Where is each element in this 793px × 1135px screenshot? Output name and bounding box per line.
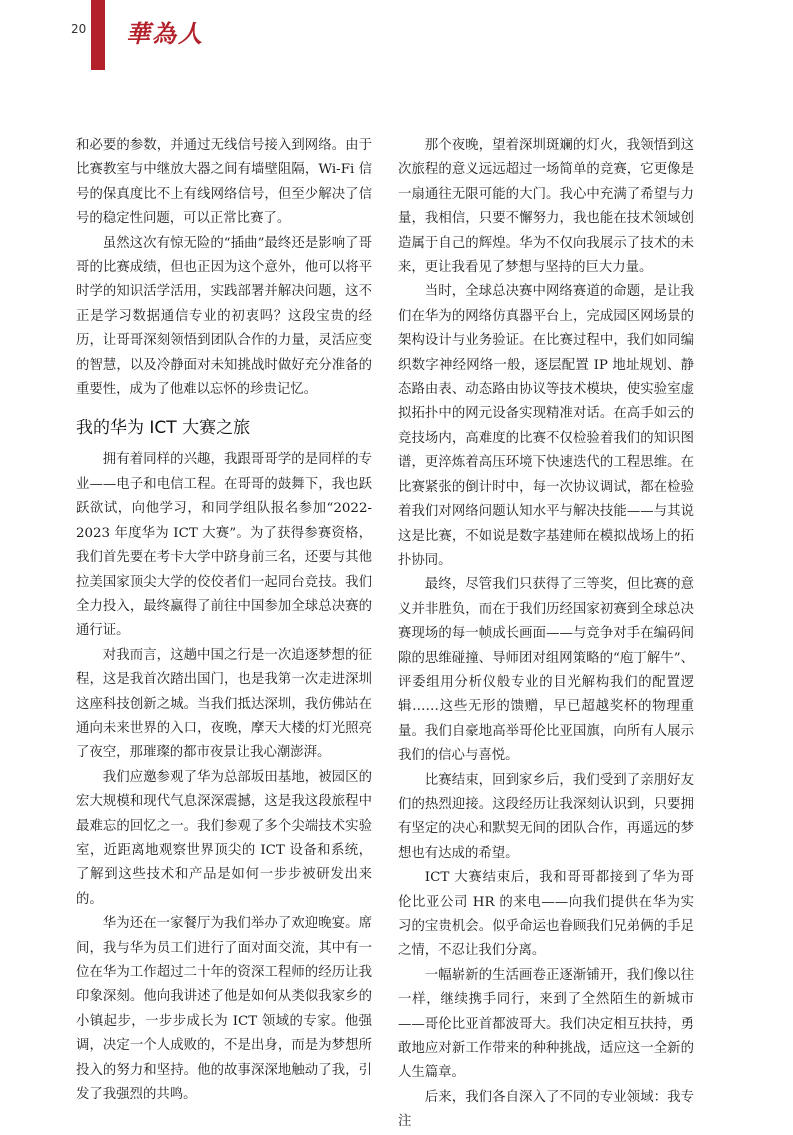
paragraph: 一幅崭新的生活画卷正逐渐铺开，我们像以往一样，继续携手同行，来到了全然陌生的新城市——哥伦比亚首都波哥大。我们决定相互扶持，勇敢地应对新工作带来的种种挑战，适应这一全新的人生篇章。 [398, 967, 694, 1081]
paragraph: 对我而言，这趟中国之行是一次追逐梦想的征程，这是我首次踏出国门，也是我第一次走进深圳这座科技创新之城。当我们抵达深圳，我仿佛站在通向未来世界的入口，夜晚，摩天大楼的灯光照亮了夜空，那璀璨的都市夜景让我心潮澎湃。 [76, 647, 372, 761]
section-title: 我的华为 ICT 大赛之旅 [76, 418, 251, 439]
right-column [398, 134, 694, 1135]
page-header [0, 0, 793, 70]
paragraph: 我们应邀参观了华为总部坂田基地，被园区的宏大规模和现代气息深深震撼，这是我这段旅程中最难忘的回忆之一。我们参观了多个尖端技术实验室，近距离地观察世界顶尖的 ICT 设备和系统，了解到这些技术和产品是如何一步步被研发出来的。 [76, 769, 372, 907]
paragraph: 和必要的参数，并通过无线信号接入到网络。由于比赛教室与中继放大器之间有墙壁阻隔，Wi-Fi 信号的保真度比不上有线网络信号，但至少解决了信号的稳定性问题，可以正常比赛了。 [76, 138, 372, 227]
paragraph: 虽然这次有惊无险的“插曲”最终还是影响了哥哥的比赛成绩，但也正因为这个意外，他可以将平时学的知识活学活用，实践部署并解决问题，这不正是学习数据通信专业的初衷吗？这段宝贵的经历，让哥哥深刻领悟到团队合作的力量，灵活应变的智慧，以及冷静面对未知挑战时做好充分准备的重要性，成为了他难以忘怀的珍贵记忆。 [76, 235, 372, 398]
paragraph: 拥有着同样的兴趣，我跟哥哥学的是同样的专业——电子和电信工程。在哥哥的鼓舞下，我也跃跃欲试，向他学习，和同学组队报名参加“2022-2023 年度华为 ICT 大赛”。为了获得参赛资格，我们首先要在考卡大学中跻身前三名，还要与其他拉美国家顶尖大学的佼佼者们一起同台竞技。我们全力投入，最终赢得了前往中国参加全球总决赛的通行证。 [76, 452, 372, 639]
paragraph: 当时，全球总决赛中网络赛道的命题，是让我们在华为的网络仿真器平台上，完成园区网场景的架构设计与业务验证。在比赛过程中，我们如同编织数字神经网络一般，逐层配置 IP 地址规划、静态路由表、动态路由协议等技术模块，使实验室虚拟拓扑中的网元设备实现精准对话。在高手如云的竞技场内，高难度的比赛不仅检验着我们的知识图谱，更淬炼着高压环境下快速迭代的工程思维。在比赛紧张的倒计时中，每一次协议调试，都在检验着我们对网络问题认知水平与解决技能——与其说这是比赛，不如说是数字基建师在模拟战场上的拓扑协同。 [398, 284, 694, 568]
paragraph: 华为还在一家餐厅为我们举办了欢迎晚宴。席间，我与华为员工们进行了面对面交流，其中有一位在华为工作超过二十年的资深工程师的经历让我印象深刻。他向我讲述了他是如何从类似我家乡的小镇起步，一步步成长为 ICT 领域的专家。他强调，决定一个人成败的，不是出身，而是为梦想所投入的努力和坚持。他的故事深深地触动了我，引发了我强烈的共鸣。 [76, 916, 372, 1103]
left-column [76, 134, 372, 1107]
paragraph: 后来，我们各自深入了不同的专业领域：我专注 [398, 1089, 694, 1130]
magazine-logo: 華為人 [126, 19, 204, 48]
paragraph: ICT 大赛结束后，我和哥哥都接到了华为哥伦比亚公司 HR 的来电——向我们提供在华为实习的宝贵机会。似乎命运也眷顾我们兄弟俩的手足之情，不忍让我们分离。 [398, 870, 694, 959]
paragraph: 那个夜晚，望着深圳斑斓的灯火，我领悟到这次旅程的意义远远超过一场简单的竞赛，它更像是一扇通往无限可能的大门。我心中充满了希望与力量，我相信，只要不懈努力，我也能在技术领域创造属于自己的辉煌。华为不仅向我展示了技术的未来，更让我看见了梦想与坚持的巨大力量。 [398, 138, 694, 276]
paragraph: 最终，尽管我们只获得了三等奖，但比赛的意义并非胜负，而在于我们历经国家初赛到全球总决赛现场的每一帧成长画面——与竞争对手在编码间隙的思维碰撞、导师团对组网策略的“庖丁解牛”、评委组用分析仪般专业的目光解构我们的配置逻辑……这些无形的馈赠，早已超越奖杯的物理重量。我们自豪地高举哥伦比亚国旗，向所有人展示我们的信心与喜悦。 [398, 577, 694, 764]
paragraph: 比赛结束，回到家乡后，我们受到了亲朋好友们的热烈迎接。这段经历让我深刻认识到，只要拥有坚定的决心和默契无间的团队合作，再遥远的梦想也有达成的希望。 [398, 772, 694, 861]
page-number: 20 [71, 22, 87, 36]
header-accent-bar [91, 0, 105, 70]
